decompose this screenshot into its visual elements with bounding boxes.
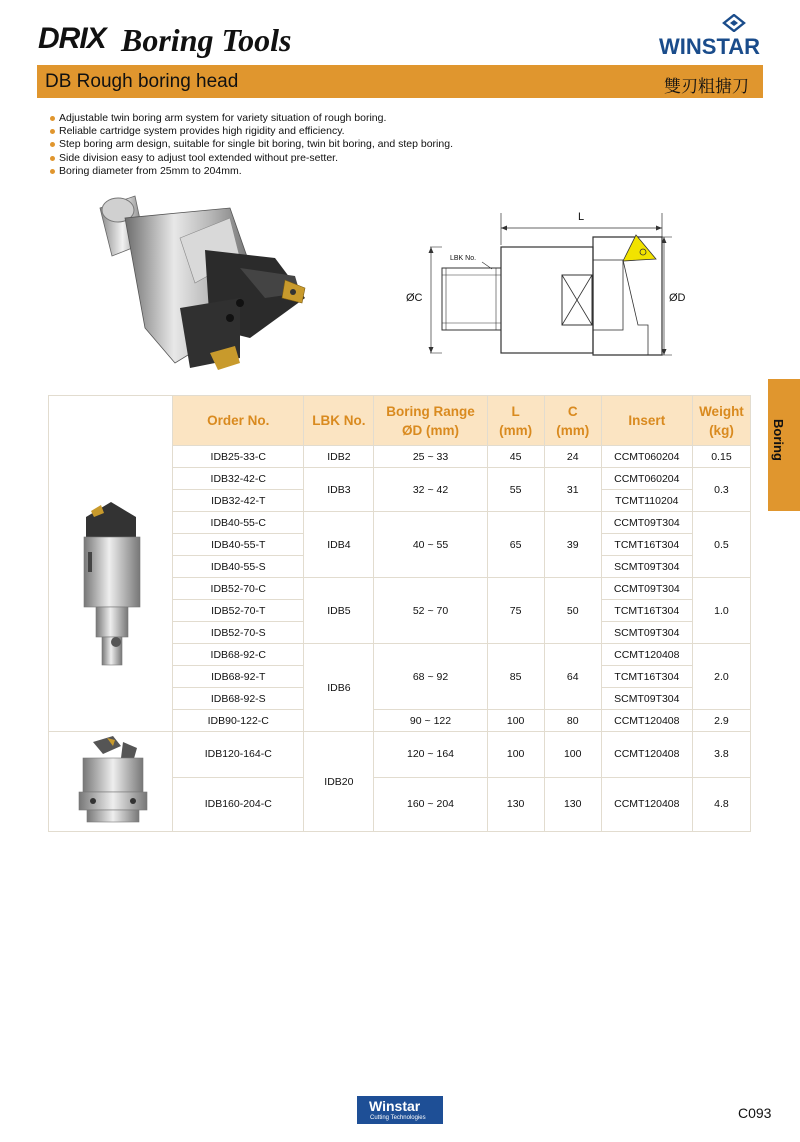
cell-order: IDB32-42-T <box>173 490 304 512</box>
cell-insert: TCMT16T304 <box>601 600 692 622</box>
winstar-logo <box>656 14 766 58</box>
cell-lbk: IDB20 <box>304 732 374 832</box>
cell-weight: 3.8 <box>692 732 750 778</box>
feature-item: Adjustable twin boring arm system for variety situation of rough boring. <box>50 112 453 125</box>
cell-weight: 0.3 <box>692 468 750 512</box>
cell-lbk: IDB6 <box>304 644 374 732</box>
cell-insert: CCMT060204 <box>601 468 692 490</box>
cell-l: 100 <box>487 732 544 778</box>
cell-l: 85 <box>487 644 544 710</box>
cell-c: 39 <box>544 512 601 578</box>
page-number: C093 <box>738 1105 772 1121</box>
section-title-cn: 雙刃粗搪刀 <box>664 77 749 96</box>
winstar-logo-word: WINSTAR <box>659 34 761 59</box>
cell-order: IDB120-164-C <box>173 732 304 778</box>
footer-winstar-logo <box>357 1096 443 1124</box>
cell-insert: CCMT120408 <box>601 777 692 831</box>
drix-logo: DRIX <box>38 22 106 55</box>
label-l: L <box>578 211 585 223</box>
cell-insert: CCMT060204 <box>601 446 692 468</box>
cell-range: 68 ~ 92 <box>374 644 487 710</box>
cell-order: IDB52-70-C <box>173 578 304 600</box>
cell-weight: 1.0 <box>692 578 750 644</box>
label-lbk: LBK No. <box>450 255 477 262</box>
cell-weight: 2.0 <box>692 644 750 710</box>
cell-insert: CCMT120408 <box>601 644 692 666</box>
cell-insert: CCMT120408 <box>601 710 692 732</box>
small-boring-head-image <box>66 497 156 677</box>
col-boring-range-line2: ØD (mm) <box>402 422 460 438</box>
cell-range: 52 ~ 70 <box>374 578 487 644</box>
small-head-image-cell <box>49 446 173 732</box>
cell-lbk: IDB5 <box>304 578 374 644</box>
col-boring-range <box>374 396 487 446</box>
feature-item: Step boring arm design, suitable for single bit boring, twin bit boring, and step boring. <box>50 138 453 151</box>
col-c <box>544 396 601 446</box>
cell-order: IDB52-70-T <box>173 600 304 622</box>
feature-item: Boring diameter from 25mm to 204mm. <box>50 165 453 178</box>
cell-order: IDB52-70-S <box>173 622 304 644</box>
feature-list <box>50 112 453 178</box>
table-row <box>49 732 751 778</box>
cell-insert: SCMT09T304 <box>601 688 692 710</box>
col-weight-line2: (kg) <box>709 422 734 438</box>
cell-range: 160 ~ 204 <box>374 777 487 831</box>
spec-table <box>48 395 751 832</box>
cell-range: 25 ~ 33 <box>374 446 487 468</box>
cell-order: IDB25-33-C <box>173 446 304 468</box>
table-row <box>49 446 751 468</box>
cell-l: 45 <box>487 446 544 468</box>
cell-c: 24 <box>544 446 601 468</box>
boring-head-photo <box>90 188 315 378</box>
side-tab-boring[interactable] <box>768 379 800 511</box>
cell-insert: CCMT120408 <box>601 732 692 778</box>
col-c-line1: C <box>567 403 578 419</box>
cell-order: IDB90-122-C <box>173 710 304 732</box>
cell-order: IDB68-92-S <box>173 688 304 710</box>
cell-c: 130 <box>544 777 601 831</box>
col-l <box>487 396 544 446</box>
cell-c: 80 <box>544 710 601 732</box>
page-title: Boring Tools <box>121 22 292 58</box>
large-boring-head-image <box>63 732 159 828</box>
cell-weight: 2.9 <box>692 710 750 732</box>
cell-lbk: IDB3 <box>304 468 374 512</box>
cell-weight: 4.8 <box>692 777 750 831</box>
col-order-no: Order No. <box>173 396 304 446</box>
col-insert: Insert <box>601 396 692 446</box>
large-head-image-cell <box>49 732 173 832</box>
col-l-line1: L <box>511 403 520 419</box>
feature-item: Side division easy to adjust tool extended without pre-setter. <box>50 152 453 165</box>
col-boring-range-line1: Boring Range <box>386 403 475 419</box>
cell-weight: 0.5 <box>692 512 750 578</box>
cell-order: IDB40-55-C <box>173 512 304 534</box>
cell-c: 100 <box>544 732 601 778</box>
cell-l: 75 <box>487 578 544 644</box>
table-header-row <box>49 396 751 446</box>
winstar-diamond-icon <box>722 14 746 32</box>
cell-insert: TCMT110204 <box>601 490 692 512</box>
col-c-line2: (mm) <box>556 422 590 438</box>
cell-range: 40 ~ 55 <box>374 512 487 578</box>
cell-range: 120 ~ 164 <box>374 732 487 778</box>
cell-order: IDB68-92-C <box>173 644 304 666</box>
cell-range: 90 ~ 122 <box>374 710 487 732</box>
side-tab-label: Boring <box>771 419 786 461</box>
cell-insert: SCMT09T304 <box>601 556 692 578</box>
section-bar <box>37 65 763 98</box>
cell-l: 65 <box>487 512 544 578</box>
cell-insert: TCMT16T304 <box>601 534 692 556</box>
dimension-diagram <box>400 205 690 365</box>
section-title: DB Rough boring head <box>45 71 239 92</box>
cell-lbk: IDB4 <box>304 512 374 578</box>
label-d: ØD <box>669 292 686 304</box>
cell-order: IDB160-204-C <box>173 777 304 831</box>
feature-item: Reliable cartridge system provides high rigidity and efficiency. <box>50 125 453 138</box>
footer-logo-sub: Cutting Technologies <box>370 1115 426 1121</box>
cell-weight: 0.15 <box>692 446 750 468</box>
cell-insert: TCMT16T304 <box>601 666 692 688</box>
cell-lbk: IDB2 <box>304 446 374 468</box>
label-c: ØC <box>406 292 423 304</box>
col-weight <box>692 396 750 446</box>
cell-order: IDB40-55-T <box>173 534 304 556</box>
cell-order: IDB68-92-T <box>173 666 304 688</box>
cell-insert: CCMT09T304 <box>601 578 692 600</box>
cell-order: IDB40-55-S <box>173 556 304 578</box>
col-lbk-no: LBK No. <box>304 396 374 446</box>
col-l-line2: (mm) <box>499 422 533 438</box>
cell-c: 31 <box>544 468 601 512</box>
cell-l: 55 <box>487 468 544 512</box>
cell-c: 64 <box>544 644 601 710</box>
cell-order: IDB32-42-C <box>173 468 304 490</box>
cell-insert: SCMT09T304 <box>601 622 692 644</box>
cell-l: 130 <box>487 777 544 831</box>
cell-range: 32 ~ 42 <box>374 468 487 512</box>
header-image-cell <box>49 396 173 446</box>
cell-c: 50 <box>544 578 601 644</box>
col-weight-line1: Weight <box>699 403 744 419</box>
footer-logo-word: Winstar <box>369 1098 421 1114</box>
cell-insert: CCMT09T304 <box>601 512 692 534</box>
cell-l: 100 <box>487 710 544 732</box>
